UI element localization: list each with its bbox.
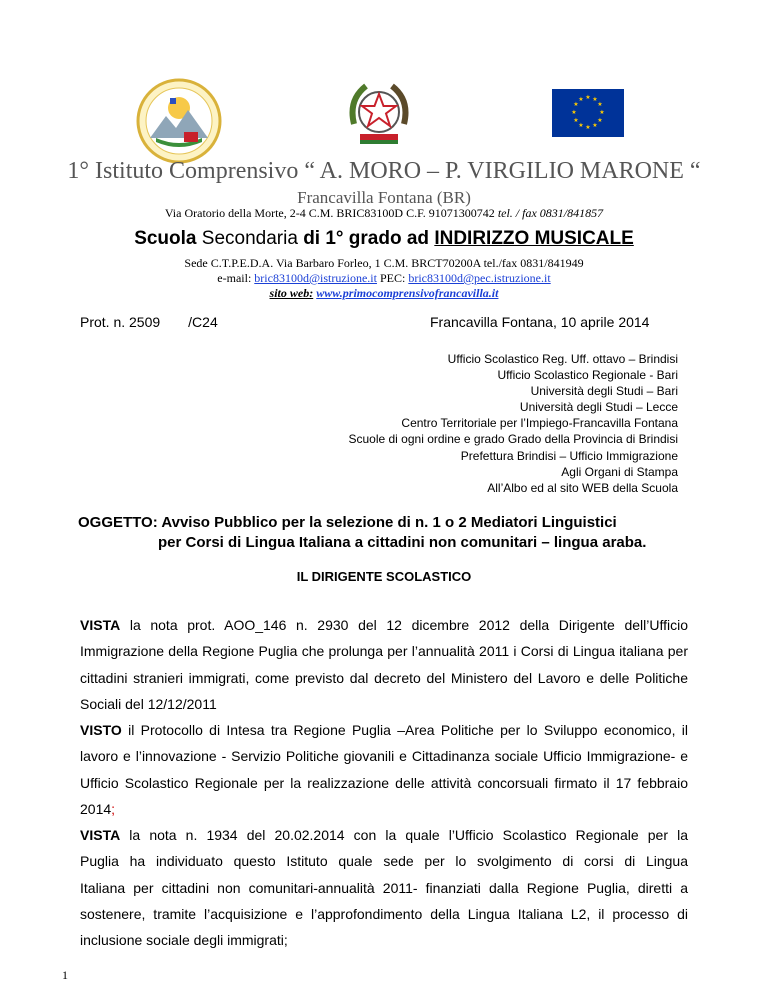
paragraph-line: Puglia ha individuato questo Istituto quale sede per lo svolgimento di corsi di Lingua <box>80 853 688 870</box>
recipient-item: Prefettura Brindisi – Ufficio Immigrazione <box>460 448 678 463</box>
svg-text:★: ★ <box>573 117 579 124</box>
svg-text:★: ★ <box>597 117 603 124</box>
email-label: e-mail: <box>217 271 255 285</box>
recipient-item: Scuole di ogni ordine e grado Grado della Provincia di Brindisi <box>348 432 678 447</box>
section-grado: di 1° grado ad <box>303 228 435 249</box>
eu-flag-icon <box>552 89 624 137</box>
school-title: 1° Istituto Comprensivo “ A. MORO – P. VIRGILIO MARONE “ <box>67 158 701 184</box>
email-link[interactable]: bric83100d@istruzione.it <box>254 271 377 285</box>
vista-keyword: VISTA <box>80 827 121 843</box>
svg-text:★: ★ <box>592 96 598 103</box>
svg-text:★: ★ <box>585 124 591 131</box>
paragraph-line: VISTO il Protocollo di Intesa tra Regione Puglia –Area Politiche per lo Sviluppo economico, il <box>80 722 688 738</box>
svg-text:★: ★ <box>599 109 605 116</box>
paragraph-line: cittadini stranieri immigrati, come previsto dal decreto del Ministero del Lavoro e delle Politiche <box>80 669 688 686</box>
recipient-item: Ufficio Scolastico Regionale - Bari <box>497 368 678 383</box>
school-logo-icon <box>136 78 222 164</box>
svg-text:★: ★ <box>578 96 584 103</box>
recipient-item: Università degli Studi – Bari <box>530 384 678 399</box>
contacts-block <box>0 256 768 301</box>
subject <box>78 513 646 553</box>
paragraph-vista-1 <box>80 612 688 717</box>
school-address <box>0 206 768 221</box>
paragraph-line: VISTA la nota n. 1934 del 20.02.2014 con la quale l’Ufficio Scolastico Regionale per la <box>80 827 688 843</box>
recipient-item: Università degli Studi – Lecce <box>519 400 678 415</box>
paragraph-vista-2 <box>80 822 688 953</box>
paragraph-line: sostenere, tramite l’acquisizione e l’approfondimento della Lingua Italiana L2, il processo di <box>80 905 688 922</box>
address-text: Via Oratorio della Morte, 2-4 C.M. BRIC83100D C.F. 91071300742 <box>164 206 495 220</box>
place-date: Francavilla Fontana, 10 aprile 2014 <box>430 314 650 330</box>
page-number: 1 <box>62 968 68 982</box>
sede-line: Sede C.T.P.E.D.A. Via Barbaro Forleo, 1 C.M. BRCT70200A tel./fax 0831/841949 <box>184 256 584 270</box>
recipient-item: Agli Organi di Stampa <box>561 464 678 479</box>
svg-text:★: ★ <box>585 94 591 101</box>
phone-fax: tel. / fax 0831/841857 <box>497 206 604 220</box>
paragraph-line: Sociali del 12/12/2011 <box>80 695 217 712</box>
subject-line-2: per Corsi di Lingua Italiana a cittadini non comunitari – lingua araba. <box>158 534 647 551</box>
dirigente-heading: IL DIRIGENTE SCOLASTICO <box>296 569 472 584</box>
pec-label: PEC: <box>376 271 409 285</box>
visto-keyword: VISTO <box>80 722 122 738</box>
section-scuola: Scuola <box>134 228 197 249</box>
paragraph-line: Italiana per cittadini non comunitari-annualità 2011- finanziati dalla Regione Puglia, diretti a <box>80 879 688 896</box>
web-label: sito web: <box>269 286 314 300</box>
protocol-number: Prot. n. 2509 <box>80 314 161 330</box>
paragraph-line: Ufficio Scolastico Regionale per la realizzazione delle attività concorsuali firmato il 17 febbraio <box>80 774 688 791</box>
paragraph-visto <box>80 717 688 822</box>
recipients-list <box>348 351 678 496</box>
paragraph-line: lavoro e l’innovazione - Servizio Politiche giovanili e Cittadinanza sociale Ufficio Immigrazione- e <box>80 748 688 765</box>
pec-link[interactable]: bric83100d@pec.istruzione.it <box>408 271 551 285</box>
svg-text:★: ★ <box>573 101 579 108</box>
svg-text:★: ★ <box>578 122 584 129</box>
vista-keyword: VISTA <box>80 617 121 633</box>
recipient-item: Centro Territoriale per l’Impiego-Francavilla Fontana <box>401 416 678 431</box>
web-link[interactable]: www.primocomprensivofrancavilla.it <box>316 286 499 300</box>
section-indirizzo: INDIRIZZO MUSICALE <box>434 228 634 249</box>
paragraph-line: VISTA la nota prot. AOO_146 n. 2930 del 12 dicembre 2012 della Dirigente dell’Ufficio <box>80 617 688 633</box>
svg-text:★: ★ <box>571 109 577 116</box>
recipient-item: Ufficio Scolastico Reg. Uff. ottavo – Brindisi <box>447 352 678 366</box>
protocol-code: /C24 <box>188 314 218 330</box>
italian-emblem-icon <box>346 78 412 148</box>
recipient-item: All’Albo ed al sito WEB della Scuola <box>487 480 678 495</box>
paragraph-line: Immigrazione della Regione Puglia che prolunga per l’annualità 2011 i Corsi di Lingua italiana per <box>80 643 688 660</box>
section-heading <box>0 228 768 250</box>
protocol <box>80 314 218 330</box>
paragraph-line: 2014; <box>80 800 116 817</box>
web-line <box>0 286 768 301</box>
school-location: Francavilla Fontana (BR) <box>297 188 471 207</box>
svg-text:★: ★ <box>597 101 603 108</box>
svg-text:★: ★ <box>592 122 598 129</box>
paragraph-line: inclusione sociale degli immigrati; <box>80 932 288 949</box>
section-secondaria: Secondaria <box>196 228 304 249</box>
email-line <box>0 271 768 286</box>
subject-line-1: OGGETTO: Avviso Pubblico per la selezione di n. 1 o 2 Mediatori Linguistici <box>78 514 617 531</box>
